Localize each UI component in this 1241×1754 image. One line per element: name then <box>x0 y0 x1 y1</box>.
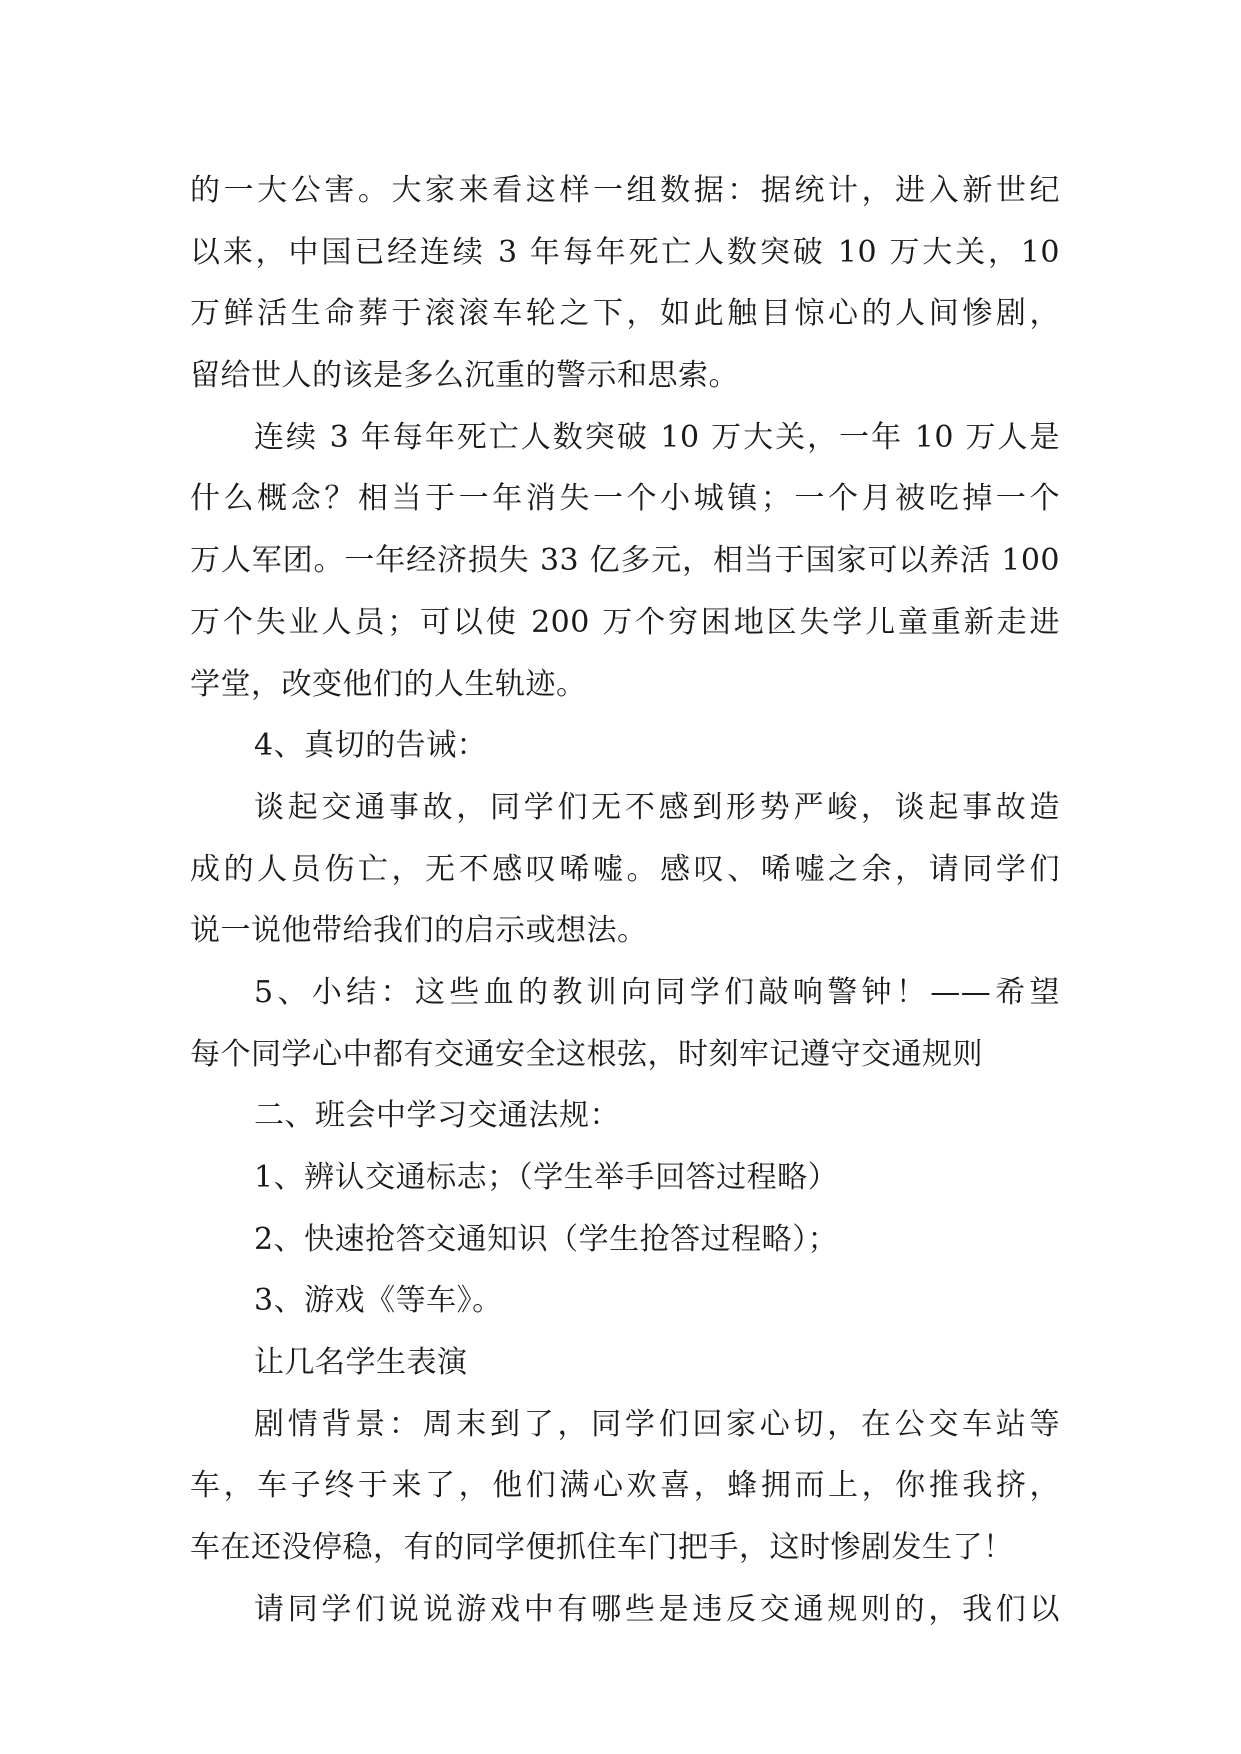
text-line: 什么概念？相当于一年消失一个小城镇；一个月被吃掉一个 <box>190 481 1060 517</box>
text-line: 5、小结：这些血的教训向同学们敲响警钟！——希望 <box>254 974 1060 1010</box>
text-line: 剧情背景：周末到了，同学们回家心切，在公交车站等 <box>254 1406 1060 1442</box>
text-line: 二、班会中学习交通法规： <box>254 1098 620 1134</box>
text-line: 让几名学生表演 <box>254 1345 468 1381</box>
text-line: 成的人员伤亡，无不感叹唏嘘。感叹、唏嘘之余，请同学们 <box>190 851 1060 887</box>
text-line: 请同学们说说游戏中有哪些是违反交通规则的，我们以 <box>254 1591 1060 1627</box>
text-line: 每个同学心中都有交通安全这根弦，时刻牢记遵守交通规则 <box>190 1036 983 1072</box>
text-line: 谈起交通事故，同学们无不感到形势严峻，谈起事故造 <box>254 789 1060 825</box>
text-line: 万鲜活生命葬于滚滚车轮之下，如此触目惊心的人间惨剧， <box>190 296 1060 332</box>
text-line: 留给世人的该是多么沉重的警示和思索。 <box>190 358 739 394</box>
text-line: 的一大公害。大家来看这样一组数据：据统计，进入新世纪 <box>190 173 1060 208</box>
text-line: 1、辨认交通标志；（学生举手回答过程略） <box>254 1160 839 1195</box>
text-line: 万人军团。一年经济损失 33 亿多元，相当于国家可以养活 100 <box>190 543 1060 579</box>
document-body <box>190 160 1060 1641</box>
text-line: 车在还没停稳，有的同学便抓住车门把手，这时惨剧发生了！ <box>190 1530 1014 1566</box>
text-line: 3、游戏《等车》。 <box>254 1283 503 1319</box>
text-line: 以来，中国已经连续 3 年每年死亡人数突破 10 万大关，10 <box>190 234 1060 270</box>
text-line: 学堂，改变他们的人生轨迹。 <box>190 666 587 702</box>
text-line: 说一说他带给我们的启示或想法。 <box>190 913 648 949</box>
text-line: 万个失业人员；可以使 200 万个穷困地区失学儿童重新走进 <box>190 604 1060 640</box>
text-line: 连续 3 年每年死亡人数突破 10 万大关，一年 10 万人是 <box>254 419 1060 455</box>
text-line: 车，车子终于来了，他们满心欢喜，蜂拥而上，你推我挤， <box>190 1468 1060 1504</box>
text-line: 4、真切的告诫： <box>254 728 488 764</box>
text-line: 2、快速抢答交通知识（学生抢答过程略）； <box>254 1221 839 1257</box>
